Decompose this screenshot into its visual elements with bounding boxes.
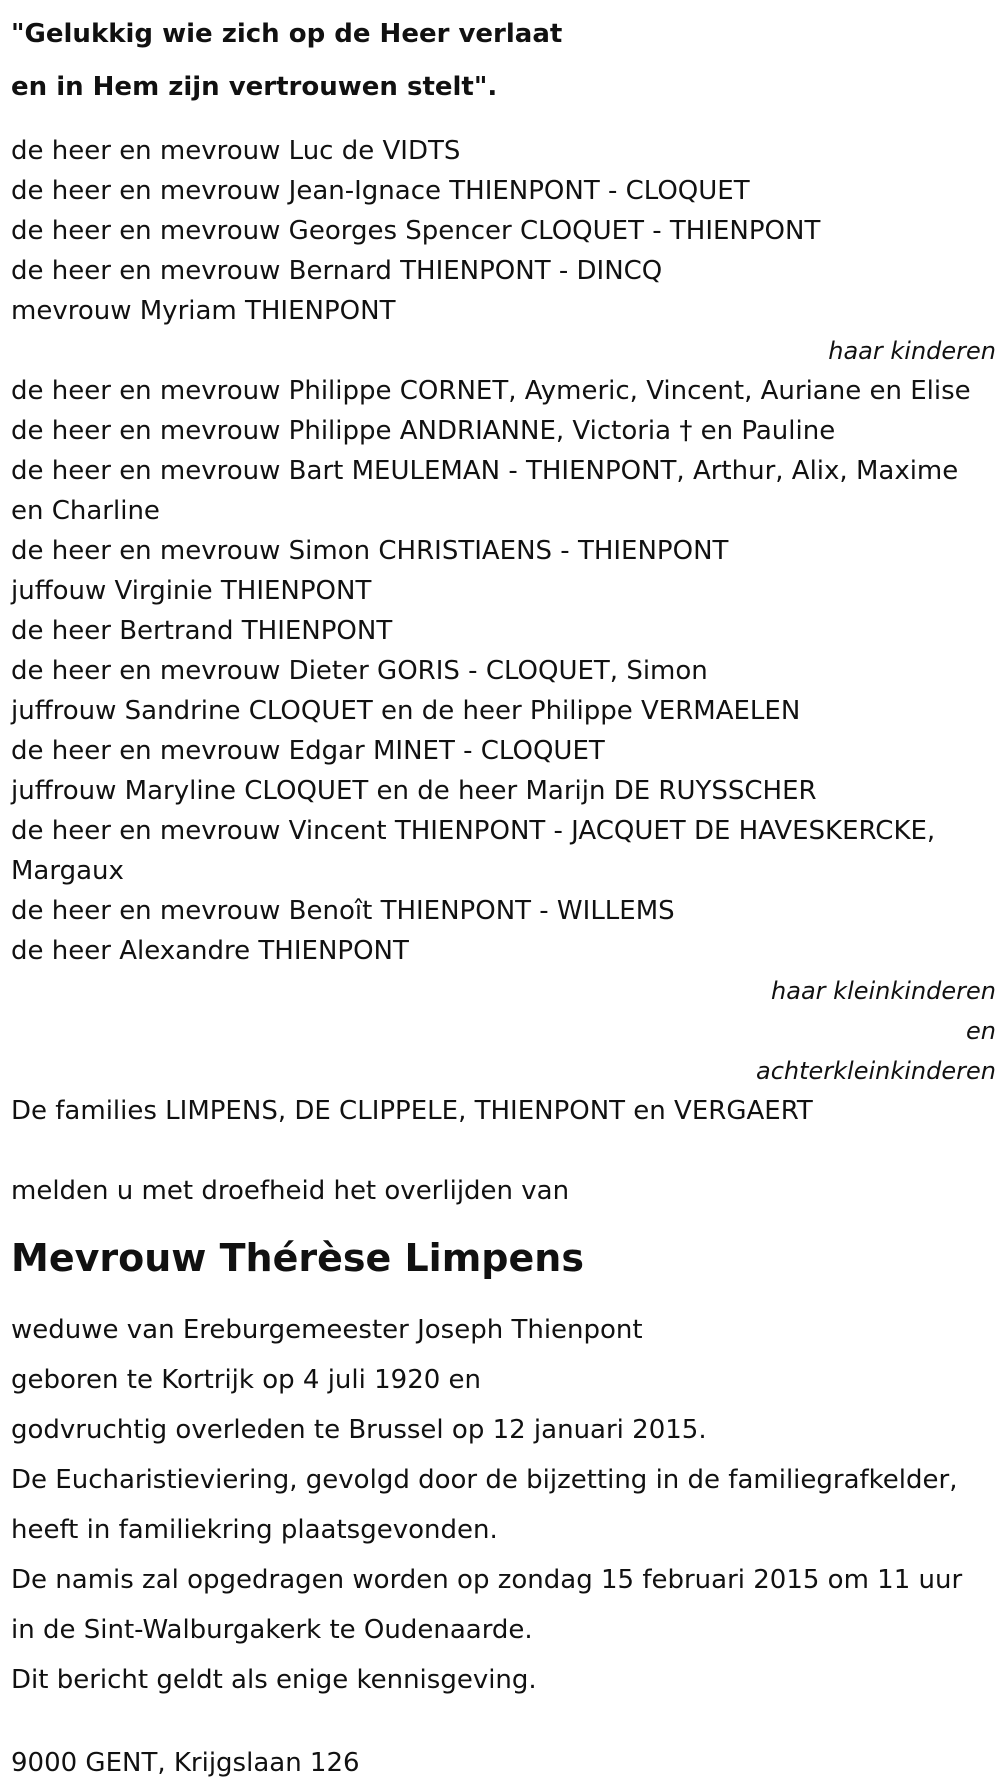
families-line: De families LIMPENS, DE CLIPPELE, THIENPONT en VERGAERT [11,1096,813,1126]
grandchild-entry: de heer en mevrouw Philippe ANDRIANNE, Victoria † en Pauline [11,416,836,446]
family-list [11,131,996,1211]
child-entry: de heer en mevrouw Jean-Ignace THIENPONT - CLOQUET [11,176,750,206]
grandchild-entry: de heer en mevrouw Edgar MINET - CLOQUET [11,736,605,766]
child-entry: de heer en mevrouw Bernard THIENPONT - DINCQ [11,256,663,286]
grandchild-entry: de heer Alexandre THIENPONT [11,936,409,966]
detail-line: heeft in familiekring plaatsgevonden. [11,1515,498,1545]
announcement-line: melden u met droefheid het overlijden van [11,1176,570,1206]
deceased-name: Mevrouw Thérèse Limpens [11,1236,584,1280]
detail-line: weduwe van Ereburgemeester Joseph Thienpont [11,1315,643,1345]
grandchild-entry: de heer en mevrouw Philippe CORNET, Aymeric, Vincent, Auriane en Elise [11,376,971,406]
grandchildren-role-label-3: achterkleinkinderen [756,1057,996,1085]
child-entry: mevrouw Myriam THIENPONT [11,296,396,326]
detail-line: geboren te Kortrijk op 4 juli 1920 en [11,1365,482,1395]
children-role-label: haar kinderen [828,337,996,365]
grandchild-entry: de heer en mevrouw Benoît THIENPONT - WILLEMS [11,896,675,926]
quote-line-2: en in Hem zijn vertrouwen stelt". [11,72,498,102]
child-entry: de heer en mevrouw Luc de VIDTS [11,136,461,166]
spacer [11,1131,996,1171]
family-address: 9000 GENT, Krijgslaan 126 [11,1748,360,1778]
detail-line: godvruchtig overleden te Brussel op 12 januari 2015. [11,1415,707,1445]
grandchild-entry: juffrouw Maryline CLOQUET en de heer Marijn DE RUYSSCHER [11,776,817,806]
detail-line: De Eucharistieviering, gevolgd door de bijzetting in de familiegrafkelder, [11,1465,958,1495]
grandchildren-role-label-1: haar kleinkinderen [771,977,996,1005]
grandchild-entry: juffrouw Sandrine CLOQUET en de heer Philippe VERMAELEN [11,696,801,726]
scripture-quote [11,8,1000,114]
child-entry: de heer en mevrouw Georges Spencer CLOQUET - THIENPONT [11,216,821,246]
quote-line-1: "Gelukkig wie zich op de Heer verlaat [11,19,563,49]
children-section [11,131,996,331]
grandchildren-role-label-2: en [966,1017,996,1045]
grandchild-entry: de heer en mevrouw Vincent THIENPONT - JACQUET DE HAVESKERCKE, Margaux [11,816,936,886]
grandchild-entry: de heer en mevrouw Dieter GORIS - CLOQUET, Simon [11,656,708,686]
grandchild-entry: de heer en mevrouw Bart MEULEMAN - THIENPONT, Arthur, Alix, Maxime en Charline [11,456,959,526]
grandchild-entry: de heer en mevrouw Simon CHRISTIAENS - THIENPONT [11,536,729,566]
detail-line: De namis zal opgedragen worden op zondag 15 februari 2015 om 11 uur [11,1565,963,1595]
details-section [11,1305,1000,1705]
grandchild-entry: juffouw Virginie THIENPONT [11,576,372,606]
grandchildren-section [11,371,996,971]
grandchild-entry: de heer Bertrand THIENPONT [11,616,393,646]
detail-line: Dit bericht geldt als enige kennisgeving. [11,1665,537,1695]
detail-line: in de Sint-Walburgakerk te Oudenaarde. [11,1615,533,1645]
